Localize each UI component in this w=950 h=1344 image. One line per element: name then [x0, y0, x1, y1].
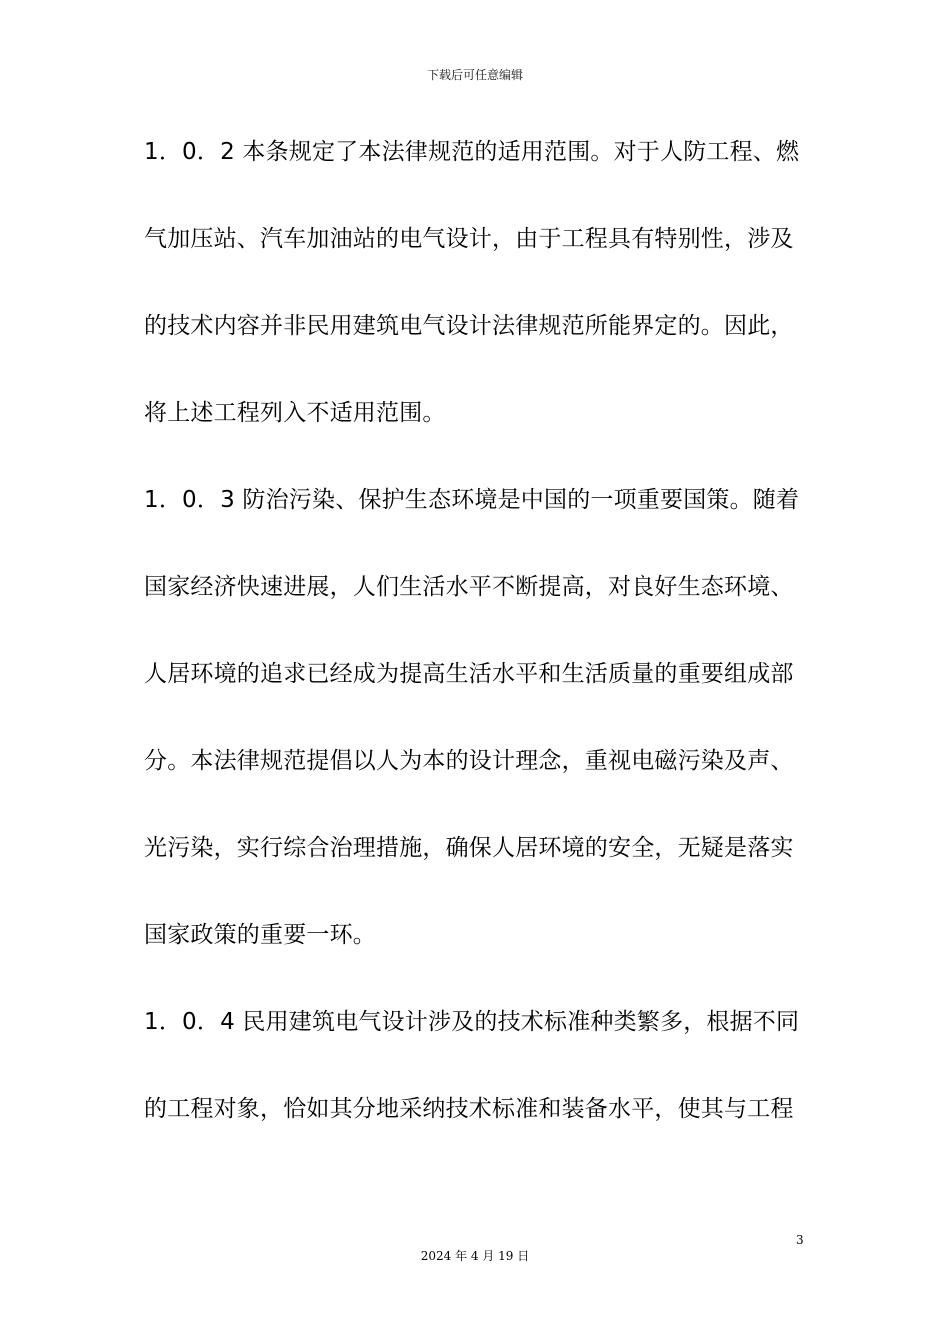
text-line: 的工程对象，恰如其分地采纳技术标准和装备水平，使其与工程 — [144, 1096, 794, 1122]
text-line: 光污染，实行综合治理措施，确保人居环境的安全，无疑是落实 — [144, 835, 794, 861]
page-header: 下载后可任意编辑 — [426, 68, 523, 82]
text-line: 国家经济快速进展，人们生活水平不断提高，对良好生态环境、 — [144, 574, 794, 600]
document-body — [144, 128, 804, 1172]
text-line: 1．0．4 民用建筑电气设计涉及的技术标准种类繁多，根据不同 — [144, 1009, 800, 1035]
text-line: 1．0．3 防治污染、保护生态环境是中国的一项重要国策。随着 — [144, 487, 800, 513]
text-line: 的技术内容并非民用建筑电气设计法律规范所能界定的。因此， — [144, 313, 794, 339]
text-line: 国家政策的重要一环。 — [144, 922, 376, 948]
text-line: 分。本法律规范提倡以人为本的设计理念，重视电磁污染及声、 — [144, 748, 794, 774]
page-number: 3 — [796, 1233, 804, 1247]
text-line: 将上述工程列入不适用范围。 — [144, 400, 446, 426]
text-line: 气加压站、汽车加油站的电气设计，由于工程具有特别性，涉及 — [144, 226, 794, 252]
page-footer-date: 2024 年 4 月 19 日 — [420, 1249, 530, 1263]
text-line: 1．0．2 本条规定了本法律规范的适用范围。对于人防工程、燃 — [144, 139, 800, 165]
text-line: 人居环境的追求已经成为提高生活水平和生活质量的重要组成部 — [144, 661, 794, 687]
